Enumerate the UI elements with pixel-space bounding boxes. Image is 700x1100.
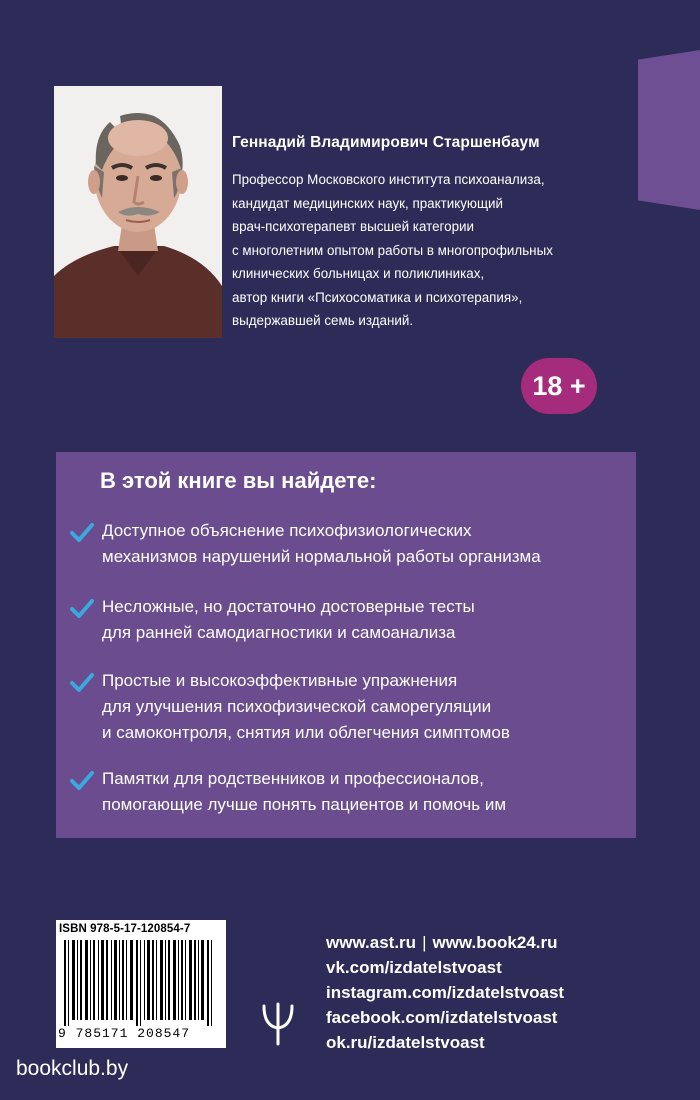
- author-photo: [54, 86, 222, 338]
- features-title: В этой книге вы найдете:: [100, 468, 377, 493]
- publisher-links: [326, 930, 564, 1055]
- author-bio-line: выдержавшей семь изданий.: [232, 313, 414, 328]
- ast-site-link[interactable]: www.ast.ru: [326, 933, 417, 952]
- author-bio-line: Профессор Московского института психоанализа,: [232, 172, 545, 187]
- feature-line: механизмов нарушений нормальной работы организма: [102, 547, 541, 566]
- watermark: bookclub.by: [16, 1057, 129, 1080]
- book24-site-link[interactable]: www.book24.ru: [432, 933, 558, 952]
- feature-line: Доступное объяснение психофизиологических: [102, 521, 472, 540]
- author-bio-line: врач-психотерапевт высшей категории: [232, 219, 474, 234]
- facebook-link[interactable]: facebook.com/izdatelstvoast: [326, 1008, 558, 1027]
- feature-line: для ранней самодиагностики и самоанализа: [102, 623, 456, 642]
- feature-line: Несложные, но достаточно достоверные тесты: [102, 597, 475, 616]
- checkmark-icon: [70, 598, 94, 618]
- barcode-icon: [64, 940, 218, 1026]
- age-rating-badge: 18 +: [521, 358, 597, 414]
- feature-line: для улучшения психофизической саморегуляции: [102, 697, 492, 716]
- barcode-number: 9 785171 208547: [58, 1026, 191, 1041]
- checkmark-icon: [70, 672, 94, 692]
- publisher-psi-logo-icon: [258, 1000, 298, 1046]
- feature-line: и самоконтроля, снятия или облегчения симптомов: [102, 723, 510, 742]
- feature-line: Памятки для родственников и профессионалов,: [102, 769, 484, 788]
- vk-link[interactable]: vk.com/izdatelstvoast: [326, 958, 502, 977]
- features-panel: [56, 452, 636, 838]
- author-bio-line: с многолетним опытом работы в многопрофильных: [232, 242, 553, 258]
- checkmark-icon: [70, 522, 94, 542]
- isbn-barcode: [56, 920, 226, 1048]
- author-name: Геннадий Владимирович Старшенбаум: [232, 134, 540, 151]
- author-bio: [232, 168, 642, 333]
- checkmark-icon: [70, 770, 94, 790]
- link-separator: |: [422, 933, 427, 952]
- feature-line: помогающие лучше понять пациентов и помочь им: [102, 795, 507, 814]
- site-links-row: [326, 930, 564, 955]
- ok-link[interactable]: ok.ru/izdatelstvoast: [326, 1033, 485, 1052]
- isbn-label: ISBN 978-5-17-120854-7: [59, 923, 191, 935]
- feature-line: Простые и высокоэффективные упражнения: [102, 671, 458, 690]
- author-bio-line: клинических больницах и поликлиниках,: [232, 266, 485, 281]
- author-bio-line: автор книги «Психосоматика и психотерапия»,: [232, 289, 523, 305]
- decorative-corner-tab: [638, 50, 700, 210]
- author-bio-line: кандидат медицинских наук, практикующий: [232, 195, 503, 211]
- instagram-link[interactable]: instagram.com/izdatelstvoast: [326, 983, 565, 1002]
